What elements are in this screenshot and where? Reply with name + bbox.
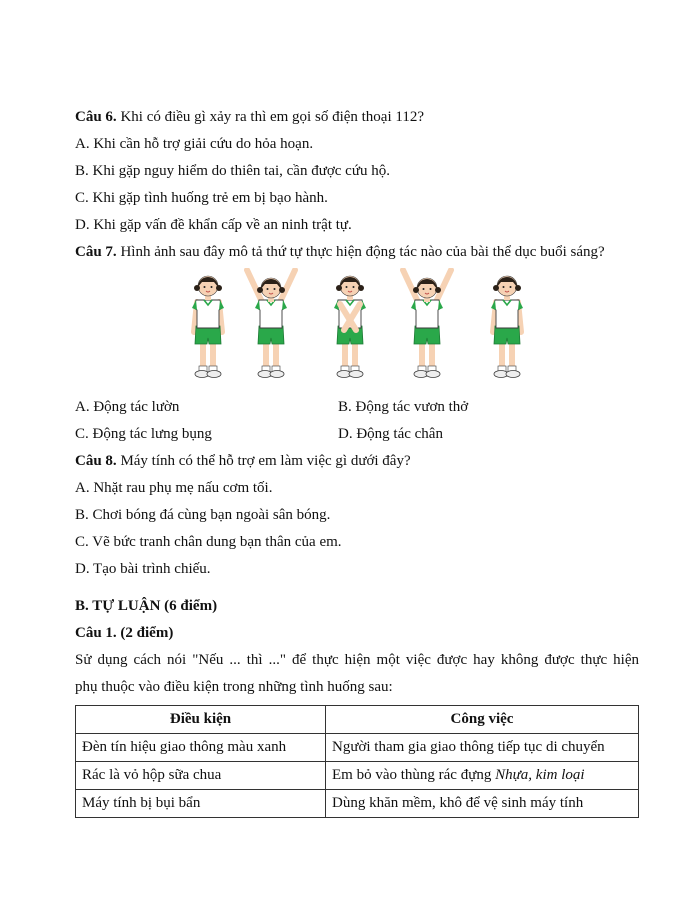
task-cell — [326, 762, 639, 790]
task-cell — [326, 790, 639, 818]
girl-figure-arms-up — [403, 270, 451, 378]
conditions-table — [75, 705, 639, 818]
option: B. Khi gặp nguy hiểm do thiên tai, cần được cứu hộ. — [75, 163, 390, 179]
girl-figure-arms-crossed — [334, 276, 366, 378]
question-6 — [75, 104, 639, 131]
option: A. Nhặt rau phụ mẹ nấu cơm tối. — [75, 480, 273, 496]
option: A. Khi cần hỗ trợ giải cứu do hỏa hoạn. — [75, 136, 314, 152]
option: A. Động tác lườn — [75, 399, 180, 415]
exercise-figures-image — [75, 268, 639, 394]
question-7 — [75, 239, 639, 266]
girl-figure-arms-down — [192, 276, 224, 378]
option: B. Chơi bóng đá cùng bạn ngoài sân bóng. — [75, 507, 331, 523]
exercise-illustration — [75, 268, 639, 394]
condition-cell: Máy tính bị bụi bẩn — [76, 790, 326, 818]
task-text: Em bỏ vào thùng rác đựng — [332, 767, 496, 783]
column-header-task: Công việc — [326, 706, 639, 734]
essay-question-text: phụ thuộc vào điều kiện trong những tình huống sau: — [75, 679, 393, 695]
option: C. Động tác lưng bụng — [75, 426, 212, 442]
table-header-row — [76, 706, 639, 734]
option: D. Động tác chân — [338, 426, 443, 442]
column-header-condition: Điều kiện — [76, 706, 326, 734]
option: B. Động tác vươn thở — [338, 399, 469, 415]
girl-figure-arms-up — [247, 270, 295, 378]
condition-cell: Rác là vỏ hộp sữa chua — [76, 762, 326, 790]
option: C. Khi gặp tình huống trẻ em bị bạo hành. — [75, 190, 328, 206]
task-text: Dùng khăn mềm, khô để vệ sinh máy tính — [332, 795, 584, 811]
question-number: Câu 7. — [75, 244, 117, 260]
option: C. Vẽ bức tranh chân dung bạn thân của em. — [75, 534, 342, 550]
question-text: Máy tính có thể hỗ trợ em làm việc gì dưới đây? — [116, 453, 411, 469]
condition-cell: Đèn tín hiệu giao thông màu xanh — [76, 734, 326, 762]
option-row — [75, 394, 639, 421]
table-row — [76, 762, 639, 790]
question-text: Khi có điều gì xảy ra thì em gọi số điện thoại 112? — [116, 109, 424, 125]
option: D. Khi gặp vấn đề khẩn cấp về an ninh trật tự. — [75, 217, 352, 233]
section-title: B. TỰ LUẬN (6 điểm) — [75, 598, 218, 614]
question-number: Câu 8. — [75, 453, 117, 469]
table-row — [76, 734, 639, 762]
task-text-italic: Nhựa, kim loại — [495, 767, 585, 783]
table-row — [76, 790, 639, 818]
task-cell — [326, 734, 639, 762]
question-8 — [75, 448, 639, 475]
task-text: Người tham gia giao thông tiếp tục di chuyển — [332, 739, 605, 755]
question-number: Câu 6. — [75, 109, 117, 125]
option: D. Tạo bài trình chiếu. — [75, 561, 211, 577]
option-row — [75, 421, 639, 448]
essay-question-text: Sử dụng cách nói "Nếu ... thì ..." để thực hiện một việc được hay không được thực hiện — [75, 652, 639, 668]
document-page — [75, 104, 639, 818]
essay-question-title: Câu 1. (2 điểm) — [75, 625, 174, 641]
question-text: Hình ảnh sau đây mô tả thứ tự thực hiện động tác nào của bài thể dục buổi sáng? — [116, 244, 605, 260]
girl-figure-arms-down — [491, 276, 523, 378]
